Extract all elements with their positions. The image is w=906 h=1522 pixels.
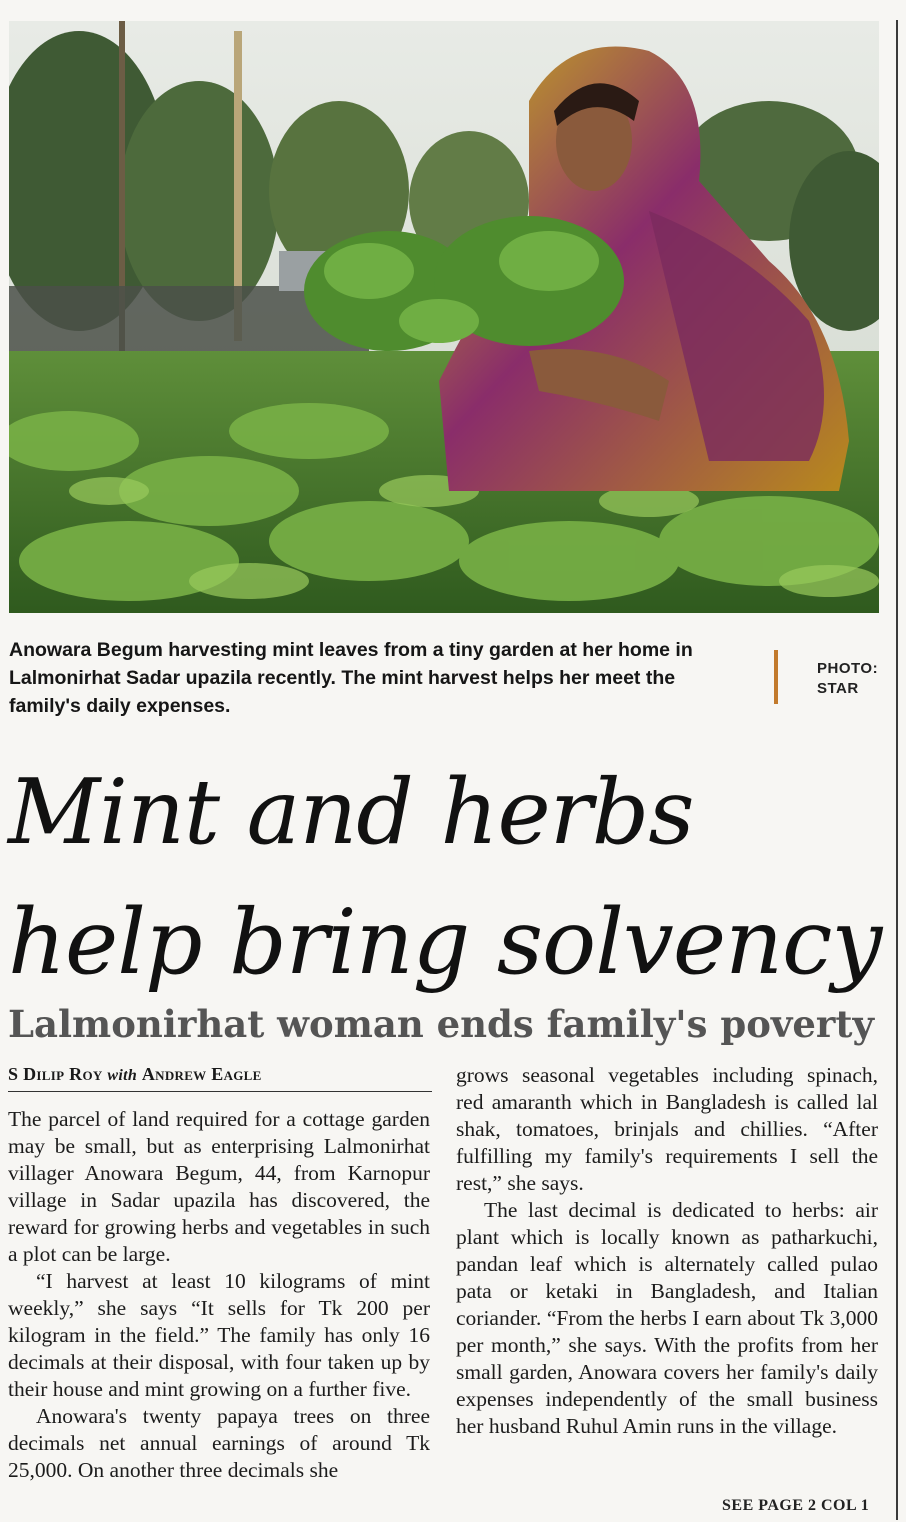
- subheadline: Lalmonirhat woman ends family's poverty: [8, 1002, 874, 1046]
- woman-harvesting-mint-photo-icon: [9, 21, 879, 613]
- photo-caption: Anowara Begum harvesting mint leaves from a tiny garden at her home in Lalmonirhat Sadar upazila recently. The mint harvest helps her meet the family's daily expenses.: [9, 639, 693, 717]
- article-column-2: [456, 1062, 878, 1494]
- headline: Mint and herbs help bring solvency: [8, 760, 882, 995]
- column-rule: [896, 20, 898, 1520]
- paragraph: The last decimal is dedicated to herbs: air plant which is locally known as patharkuchi, pandan leaf which is alternately called pulao pata or ketaki in Bangladesh, and Italian coriander. “From the herbs I earn about Tk 3,000 per month,” she says. With the profits from her small garden, Anowara covers her family's daily expenses independently of the small business her husband Ruhul Amin runs in the village.: [456, 1198, 878, 1438]
- continued-link[interactable]: SEE PAGE 2 COL 1: [722, 1497, 870, 1514]
- byline-author: S Dilip Roy: [8, 1064, 103, 1084]
- paragraph: The parcel of land required for a cottage garden may be small, but as enterprising Lalmonirhat villager Anowara Begum, 44, from Karnopur village in Sadar upazila has discovered, the reward for growing herbs and vegetables in such a plot can be large.: [8, 1107, 430, 1266]
- paragraph: grows seasonal vegetables including spinach, red amaranth which in Bangladesh is called lal shak, tomatoes, brinjals and chillies. “After fulfilling my family's requirements I sell the rest,” she says.: [456, 1063, 878, 1195]
- byline: [8, 1064, 432, 1092]
- photo-credit: [817, 659, 897, 699]
- article-column-1: [8, 1106, 430, 1518]
- photo-credit-label: PHOTO:: [817, 660, 879, 677]
- article-photo: [9, 21, 879, 613]
- paragraph: Anowara's twenty papaya trees on three decimals net annual earnings of around Tk 25,000. On another three decimals she: [8, 1404, 430, 1482]
- byline-coauthor: Andrew Eagle: [141, 1064, 262, 1084]
- photo-credit-source: STAR: [817, 680, 859, 697]
- credit-divider: [774, 650, 778, 704]
- paragraph: “I harvest at least 10 kilograms of mint weekly,” she says “It sells for Tk 200 per kilogram in the field.” The family has only 16 decimals at their disposal, with four taken up by their house and mint growing on a further five.: [8, 1269, 430, 1401]
- byline-with: with: [107, 1067, 138, 1084]
